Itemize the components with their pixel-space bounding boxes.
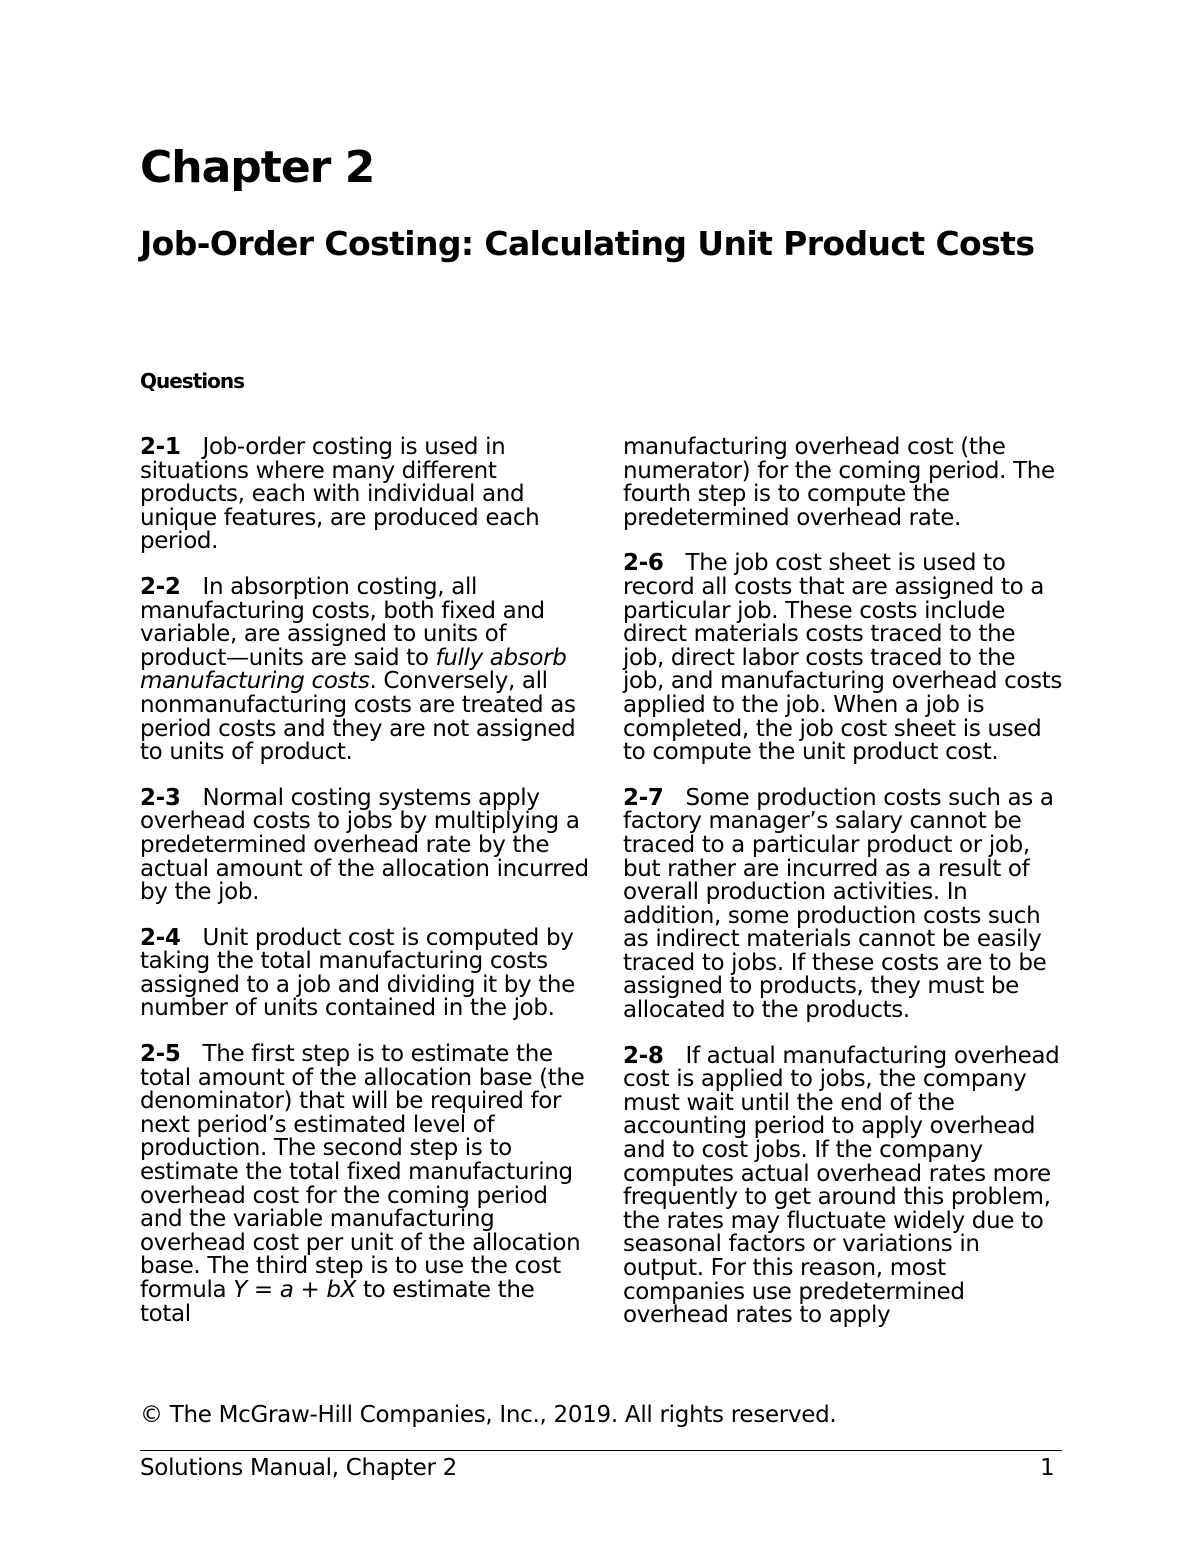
- question-text: . Conversely, all nonmanufacturing costs are treated as period costs and they are not assigned to units of product.: [140, 668, 576, 766]
- question-2-5-continuation: manufacturing overhead cost (the numerator) for the coming period. The fourth step is to compute the predetermined overhead rate.: [623, 434, 1055, 531]
- question-text: Normal costing systems apply overhead costs to jobs by multiplying a predetermined overhead rate by the actual amount of the allocation incurred by the job.: [140, 784, 589, 906]
- question-text: Unit product cost is computed by taking the total manufacturing costs assigned to a job and dividing it by the number of units contained in the job.: [140, 924, 575, 1022]
- question-text: The job cost sheet is used to record all costs that are assigned to a particular job. These costs include direct materials costs traced to the job, direct labor costs traced to the job, and manufacturing overhead costs applied to the job. When a job is completed, the job cost sheet is used to compute the unit product cost.: [623, 550, 1063, 766]
- question-text: If actual manufacturing overhead cost is applied to jobs, the company must wait until the end of the accounting period to apply overhead and to cost jobs. If the company computes actual overhead rates more frequently to get around this problem, the rates may fluctuate widely due to seasonal factors or variations in output. For this reason, most companies use predetermined overhead rates to apply: [623, 1042, 1060, 1329]
- copyright-notice: © The McGraw-Hill Companies, Inc., 2019. All rights reserved.: [140, 1402, 837, 1428]
- question-text: The first step is to estimate the total amount of the allocation base (the denominator) that will be required for next period’s estimated level of production. The second step is to estimate the total fixed manufacturing overhead cost for the coming period and the variable manufacturing overhead cost per unit of the allocation base. The third step is to use the cost formula: [140, 1041, 585, 1303]
- chapter-title: Chapter 2: [140, 142, 375, 193]
- formula-bx: bX: [326, 1277, 356, 1303]
- question-text: Some production costs such as a factory manager’s salary cannot be traced to a particular product or job, but rather are incurred as a result of overall production activities. In addition, some production costs such as indirect materials cannot be easily traced to jobs. If these costs are to be assigned to products, they must be allocated to the products.: [623, 784, 1054, 1024]
- question-number: 2-7: [623, 784, 664, 811]
- question-text-italic: fully absorb manufacturing costs: [140, 644, 567, 695]
- question-number: 2-6: [623, 550, 664, 577]
- question-text: In absorption costing, all manufacturing costs, both fixed and variable, are assigned to units of product—units are said to: [140, 573, 545, 671]
- question-number: 2-1: [140, 434, 181, 460]
- question-2-1: [140, 436, 590, 554]
- question-number: 2-8: [623, 1042, 664, 1069]
- left-column: [140, 436, 590, 1348]
- footer-manual-title: Solutions Manual, Chapter 2: [140, 1455, 457, 1481]
- question-text: Job-order costing is used in situations where many different products, each with individual and unique features, are produced each period.: [140, 434, 540, 555]
- question-2-4: [140, 924, 590, 1022]
- question-2-8: [623, 1042, 1063, 1329]
- formula-plus: +: [293, 1277, 327, 1303]
- question-2-3: [140, 784, 590, 906]
- question-2-7: [623, 784, 1063, 1024]
- chapter-subtitle: Job-Order Costing: Calculating Unit Product Costs: [140, 224, 1035, 263]
- formula-eq: =: [246, 1277, 280, 1303]
- question-2-5: [140, 1043, 590, 1326]
- footer-divider: [140, 1450, 1062, 1451]
- question-number: 2-3: [140, 784, 181, 811]
- right-column: [623, 436, 1063, 1350]
- formula-a: a: [279, 1277, 294, 1303]
- question-number: 2-2: [140, 573, 181, 600]
- question-text: to estimate the total: [140, 1277, 535, 1327]
- question-2-6: [623, 552, 1063, 764]
- formula-y: Y: [233, 1277, 247, 1303]
- question-number: 2-5: [140, 1041, 181, 1068]
- section-heading: Questions: [140, 369, 245, 393]
- page-number: 1: [1040, 1455, 1055, 1481]
- question-number: 2-4: [140, 924, 181, 951]
- question-2-2: [140, 573, 590, 766]
